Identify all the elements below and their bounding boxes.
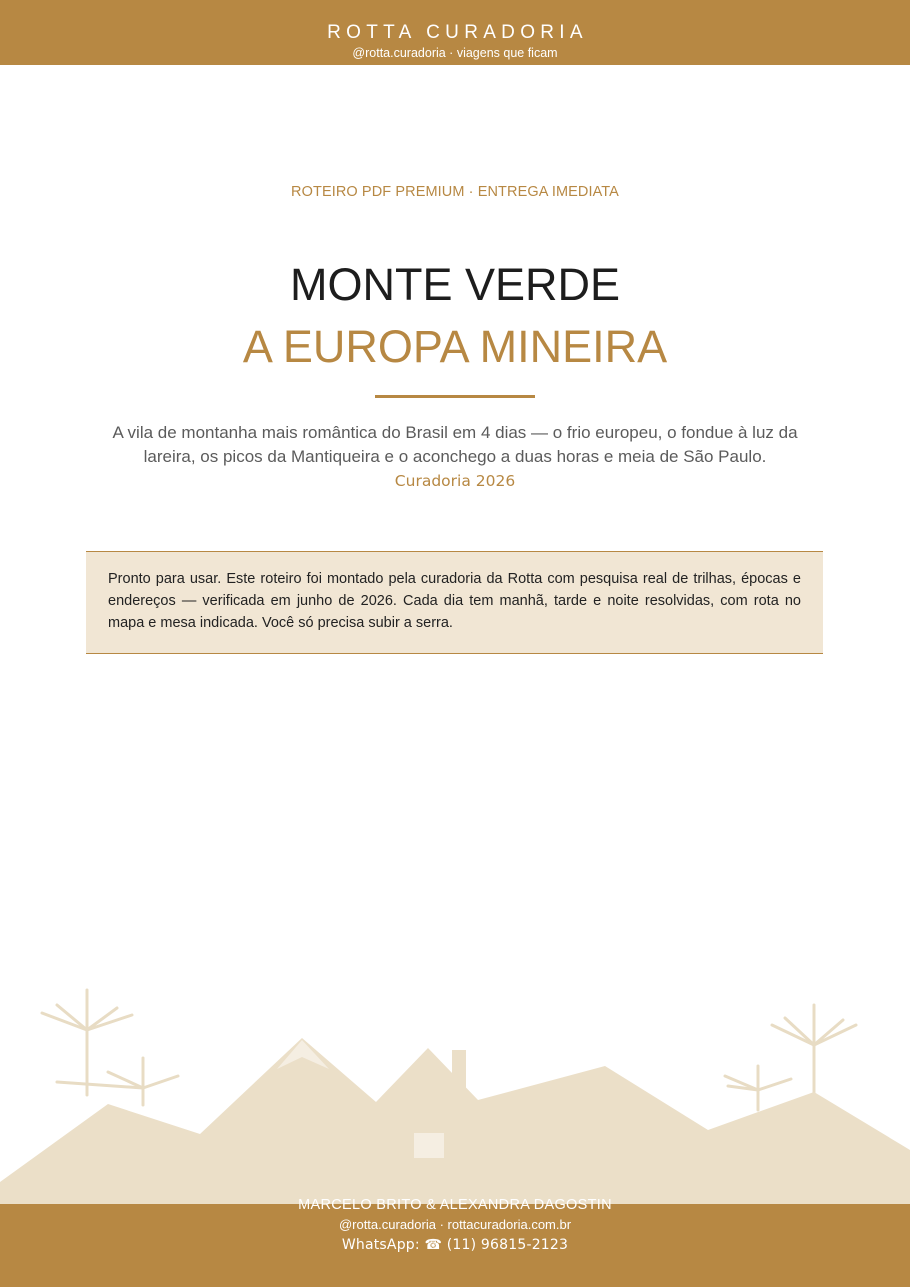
- callout-text: Pronto para usar. Este roteiro foi montado pela curadoria da Rotta com pesquisa real de trilhas, épocas e endereços — verificada em junho de 2026. Cada dia tem manhã, tarde e noite resolvidas, com rota no mapa e mesa indicada. Você só precisa subir a serra.: [108, 571, 801, 631]
- cover-description: A vila de montanha mais romântica do Brasil em 4 dias — o frio europeu, o fondue à luz da lareira, os picos da Mantiqueira e o aconchego a duas horas e meia de São Paulo.: [112, 423, 798, 466]
- product-eyebrow: ROTEIRO PDF PREMIUM · ENTREGA IMEDIATA: [291, 184, 619, 200]
- intro-callout: [86, 551, 823, 654]
- brand-name: ROTTA CURADORIA: [327, 22, 588, 43]
- top-banner: [0, 0, 910, 65]
- edition-label: Curadoria 2026: [394, 472, 516, 490]
- footer-banner: [0, 1197, 910, 1287]
- house-window: [414, 1133, 444, 1158]
- brand-tagline: @rotta.curadoria · viagens que ficam: [352, 46, 558, 60]
- tree-left-small: [57, 1058, 178, 1105]
- chimney: [452, 1050, 466, 1096]
- contact-line: @rotta.curadoria · rottacuradoria.com.br: [338, 1217, 572, 1232]
- page-title: MONTE VERDE: [289, 259, 621, 310]
- tree-right-small: [725, 1066, 791, 1110]
- title-divider: [375, 395, 535, 398]
- tree-right-tall: [772, 1005, 856, 1098]
- mountain-village-illustration: [0, 980, 910, 1210]
- whatsapp-line: WhatsApp: ☎ (11) 96815-2123: [341, 1237, 569, 1253]
- tree-left-tall: [42, 990, 132, 1095]
- page-subtitle: A EUROPA MINEIRA: [242, 321, 668, 372]
- authors-credit: MARCELO BRITO & ALEXANDRA DAGOSTIN: [298, 1197, 612, 1213]
